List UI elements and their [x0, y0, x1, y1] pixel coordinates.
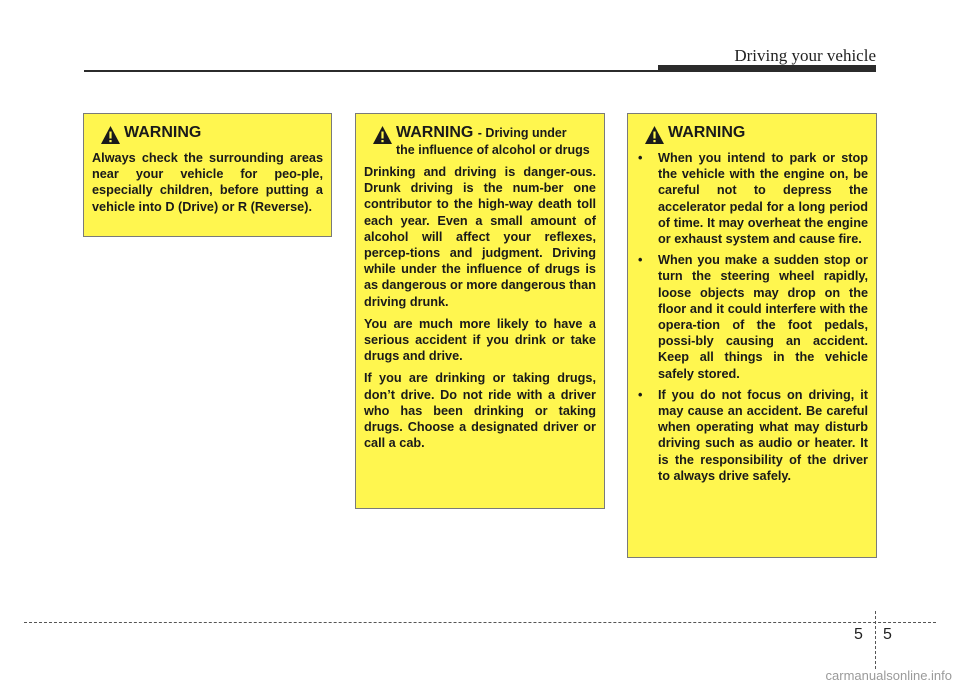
footer-divider: [24, 622, 936, 623]
warning-title: WARNING: [124, 124, 202, 141]
warning-triangle-icon: [100, 125, 121, 145]
section-title: Driving your vehicle: [734, 46, 876, 65]
watermark: carmanualsonline.info: [825, 668, 952, 683]
warning-subtitle-line2: the influence of alcohol or drugs: [396, 143, 590, 157]
warning-paragraph: Always check the surrounding areas near your vehicle for peo-ple, especially children, before putting a vehicle into D (Drive) or R (Reverse).: [92, 151, 323, 214]
warning-header: [364, 124, 596, 159]
warning-paragraph: If you are drinking or taking drugs, don’t drive. Do not ride with a driver who has been drinking or taking drugs. Choose a designated driver or call a cab.: [364, 371, 596, 451]
warning-triangle-icon: [644, 125, 665, 145]
warning-title: WARNING: [396, 124, 474, 141]
warning-subtitle: - Driving under: [477, 126, 567, 140]
warning-header: [92, 124, 323, 145]
footer-page-separator: [875, 611, 876, 669]
page-number: 5: [883, 626, 892, 643]
list-item: • When you make a sudden stop or turn the steering wheel rapidly, loose objects may drop on the floor and it could interfere with the opera-tion of the foot pedals, possi-bly causing an accident. Keep all things in the vehicle safely stored.: [636, 252, 868, 382]
header-rule-thin: [84, 70, 658, 72]
warning-header: [636, 124, 868, 145]
warning-box-reverse: [83, 113, 332, 237]
list-item: • When you intend to park or stop the vehicle with the engine on, be careful not to depress the accelerator pedal for a long period of time. It may overheat the engine or exhaust system and cause fire.: [636, 150, 868, 247]
chapter-number: 5: [854, 626, 863, 643]
warning-paragraph: Drinking and driving is danger-ous. Drunk driving is the num-ber one contributor to the high-way death toll each year. Even a small amount of alcohol will affect your reflexes, percep-tions and judgment. Driving while under the influence of drugs is as dangerous or more dangerous than driving drunk.: [364, 165, 596, 309]
header-rule-thick: [658, 65, 876, 72]
warning-box-alcohol: [355, 113, 605, 509]
list-item: • If you do not focus on driving, it may cause an accident. Be careful when operating what may disturb driving such as audio or heater. It is the responsibility of the driver to always drive safely.: [636, 387, 868, 484]
warning-triangle-icon: [372, 125, 393, 145]
warning-title-block: [396, 124, 590, 159]
warning-paragraph: You are much more likely to have a serious accident if you drink or take drugs and drive.: [364, 316, 596, 364]
warning-bullet-list: [636, 150, 868, 484]
warning-title: WARNING: [668, 124, 746, 141]
warning-box-driving: [627, 113, 877, 558]
